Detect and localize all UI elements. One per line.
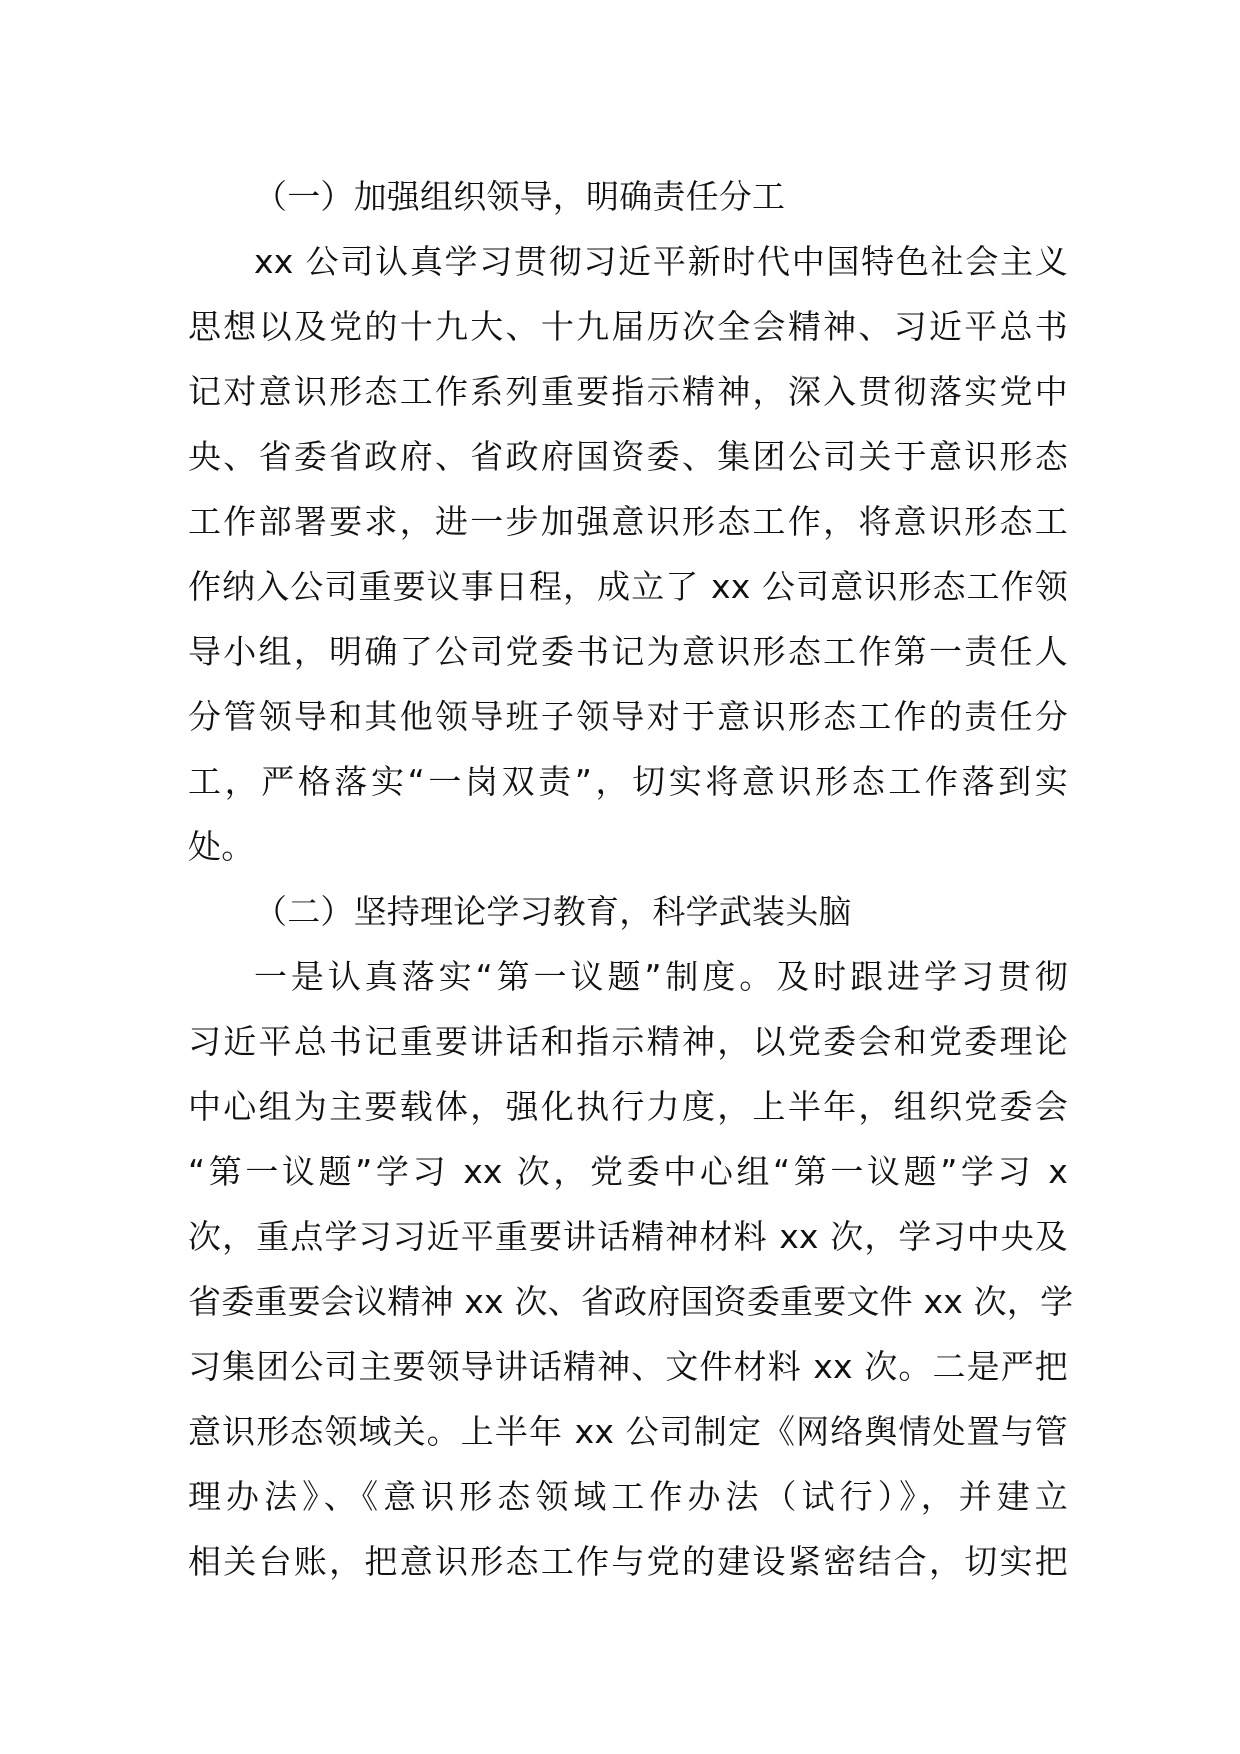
paragraph-line: 导小组，明确了公司党委书记为意识形态工作第一责任人 — [188, 632, 1068, 671]
paragraph-line: 一是认真落实“第一议题”制度。及时跟进学习贯彻 — [254, 957, 1068, 996]
section-heading-1: （一）加强组织领导，明确责任分工 — [254, 177, 786, 216]
paragraph-line: 次，重点学习习近平重要讲话精神材料 xx 次，学习中央及 — [188, 1217, 1068, 1256]
paragraph-line: 作纳入公司重要议事日程，成立了 xx 公司意识形态工作领 — [188, 567, 1068, 606]
paragraph-line: 工，严格落实“一岗双责”，切实将意识形态工作落到实 — [188, 762, 1068, 801]
paragraph-line: 处。 — [188, 827, 255, 866]
document-body — [188, 164, 1074, 1594]
paragraph-line: 中心组为主要载体，强化执行力度，上半年，组织党委会 — [188, 1087, 1068, 1126]
paragraph-line: 工作部署要求，进一步加强意识形态工作，将意识形态工 — [188, 502, 1068, 541]
paragraph-line: 省委重要会议精神 xx 次、省政府国资委重要文件 xx 次，学 — [188, 1282, 1074, 1321]
paragraph-line: 分管领导和其他领导班子领导对于意识形态工作的责任分 — [188, 697, 1068, 736]
paragraph-line: xx 公司认真学习贯彻习近平新时代中国特色社会主义 — [254, 242, 1068, 281]
paragraph-line: 记对意识形态工作系列重要指示精神，深入贯彻落实党中 — [188, 372, 1068, 411]
paragraph-line: 意识形态领域关。上半年 xx 公司制定《网络舆情处置与管 — [188, 1412, 1068, 1451]
paragraph-line: 相关台账，把意识形态工作与党的建设紧密结合，切实把 — [188, 1542, 1068, 1581]
paragraph-line: 理办法》、《意识形态领域工作办法（试行）》，并建立 — [188, 1477, 1068, 1516]
paragraph-line: 习近平总书记重要讲话和指示精神，以党委会和党委理论 — [188, 1022, 1068, 1061]
section-heading-2: （二）坚持理论学习教育，科学武装头脑 — [254, 892, 852, 931]
paragraph-line: 习集团公司主要领导讲话精神、文件材料 xx 次。二是严把 — [188, 1347, 1068, 1386]
paragraph-line: “第一议题”学习 xx 次，党委中心组“第一议题”学习 x — [188, 1152, 1068, 1191]
paragraph-line: 思想以及党的十九大、十九届历次全会精神、习近平总书 — [188, 307, 1068, 346]
paragraph-line: 央、省委省政府、省政府国资委、集团公司关于意识形态 — [188, 437, 1068, 476]
